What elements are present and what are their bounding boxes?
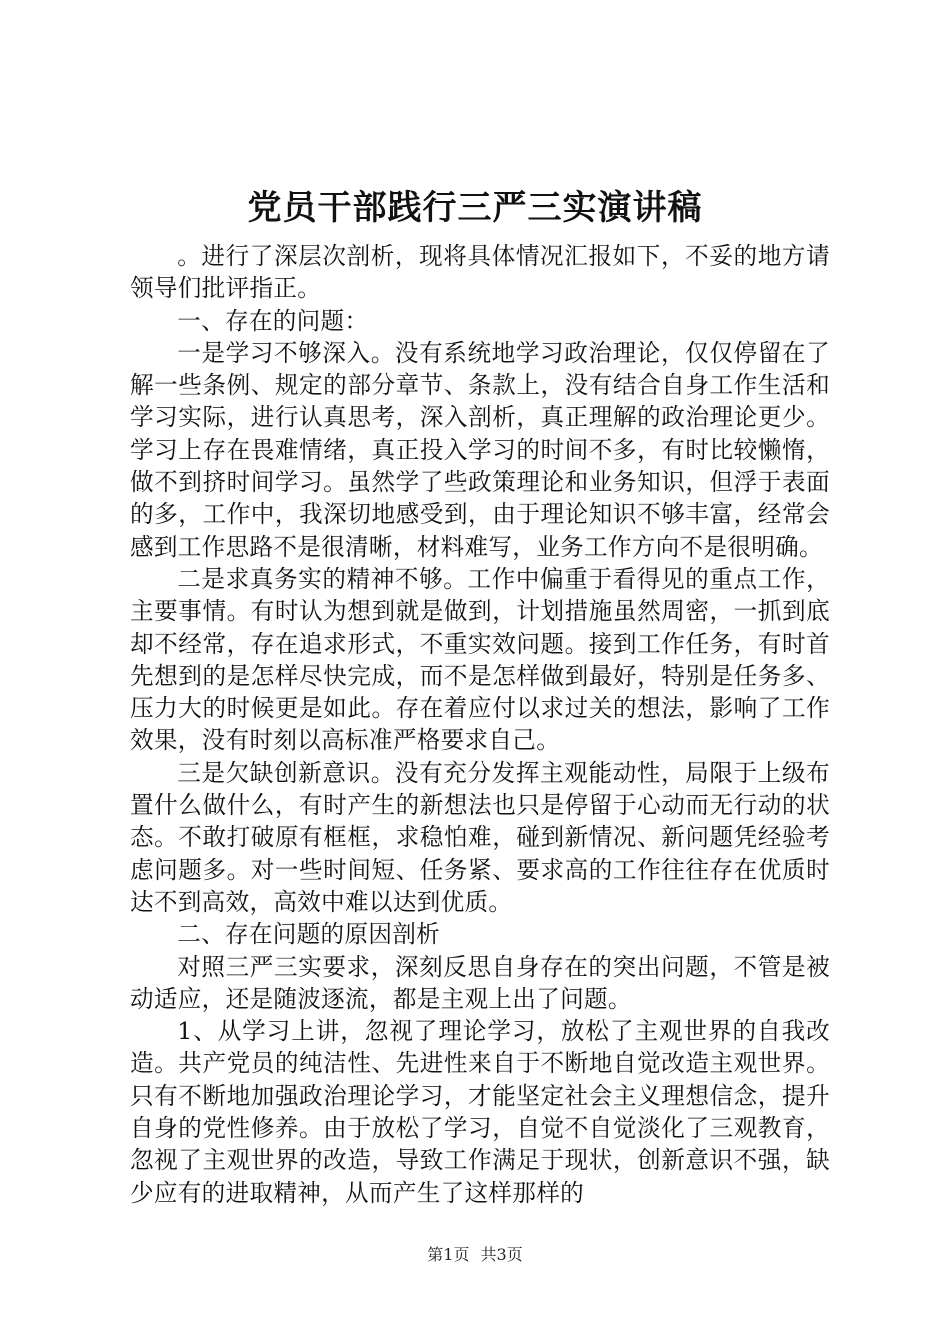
paragraph-problem-1: 一是学习不够深入。没有系统地学习政治理论，仅仅停留在了解一些条例、规定的部分章节、条款上，没有结合自身工作生活和学习实际，进行认真思考，深入剖析，真正理解的政治理论更少。学习上存在畏难情绪，真正投入学习的时间不多，有时比较懒惰，做不到挤时间学习。虽然学了些政策理论和业务知识，但浮于表面的多，工作中，我深切地感受到，由于理论知识不够丰富，经常会感到工作思路不是很清晰，材料难写，业务工作方向不是很明确。 bbox=[130, 338, 830, 561]
page-footer bbox=[0, 1244, 950, 1266]
heading-causes: 二、存在问题的原因剖析 bbox=[177, 920, 441, 949]
paragraph-intro: 。进行了深层次剖析，现将具体情况汇报如下，不妥的地方请领导们批评指正。 bbox=[130, 242, 830, 303]
heading-problems: 一、存在的问题： bbox=[177, 306, 369, 335]
paragraph-cause-1: 1、从学习上讲，忽视了理论学习，放松了主观世界的自我改造。共产党员的纯洁性、先进性来自于不断地自觉改造主观世界。只有不断地加强政治理论学习，才能坚定社会主义理想信念，提升自身的党性修养。由于放松了学习，自觉不自觉淡化了三观教育，忽视了主观世界的改造，导致工作满足于现状，创新意识不强，缺少应有的进取精神，从而产生了这样那样的 bbox=[130, 1017, 830, 1207]
page-number: 第1页 bbox=[427, 1245, 470, 1264]
paragraph-causes-intro: 对照三严三实要求，深刻反思自身存在的突出问题，不管是被动适应，还是随波逐流，都是主观上出了问题。 bbox=[130, 952, 830, 1013]
paragraph-problem-2: 二是求真务实的精神不够。工作中偏重于看得见的重点工作，主要事情。有时认为想到就是做到，计划措施虽然周密，一抓到底却不经常，存在追求形式，不重实效问题。接到工作任务，有时首先想到的是怎样尽快完成，而不是怎样做到最好，特别是任务多、压力大的时候更是如此。存在着应付以求过关的想法，影响了工作效果，没有时刻以高标准严格要求自己。 bbox=[130, 564, 830, 755]
document-body bbox=[130, 240, 830, 1209]
page-total: 共3页 bbox=[480, 1245, 523, 1264]
paragraph-problem-3: 三是欠缺创新意识。没有充分发挥主观能动性，局限于上级布置什么做什么，有时产生的新想法也只是停留于心动而无行动的状态。不敢打破原有框框，求稳怕难，碰到新情况、新问题凭经验考虑问题多。对一些时间短、任务紧、要求高的工作往往存在优质时达不到高效，高效中难以达到优质。 bbox=[130, 758, 830, 916]
document-title: 党员干部践行三严三实演讲稿 bbox=[247, 188, 703, 228]
